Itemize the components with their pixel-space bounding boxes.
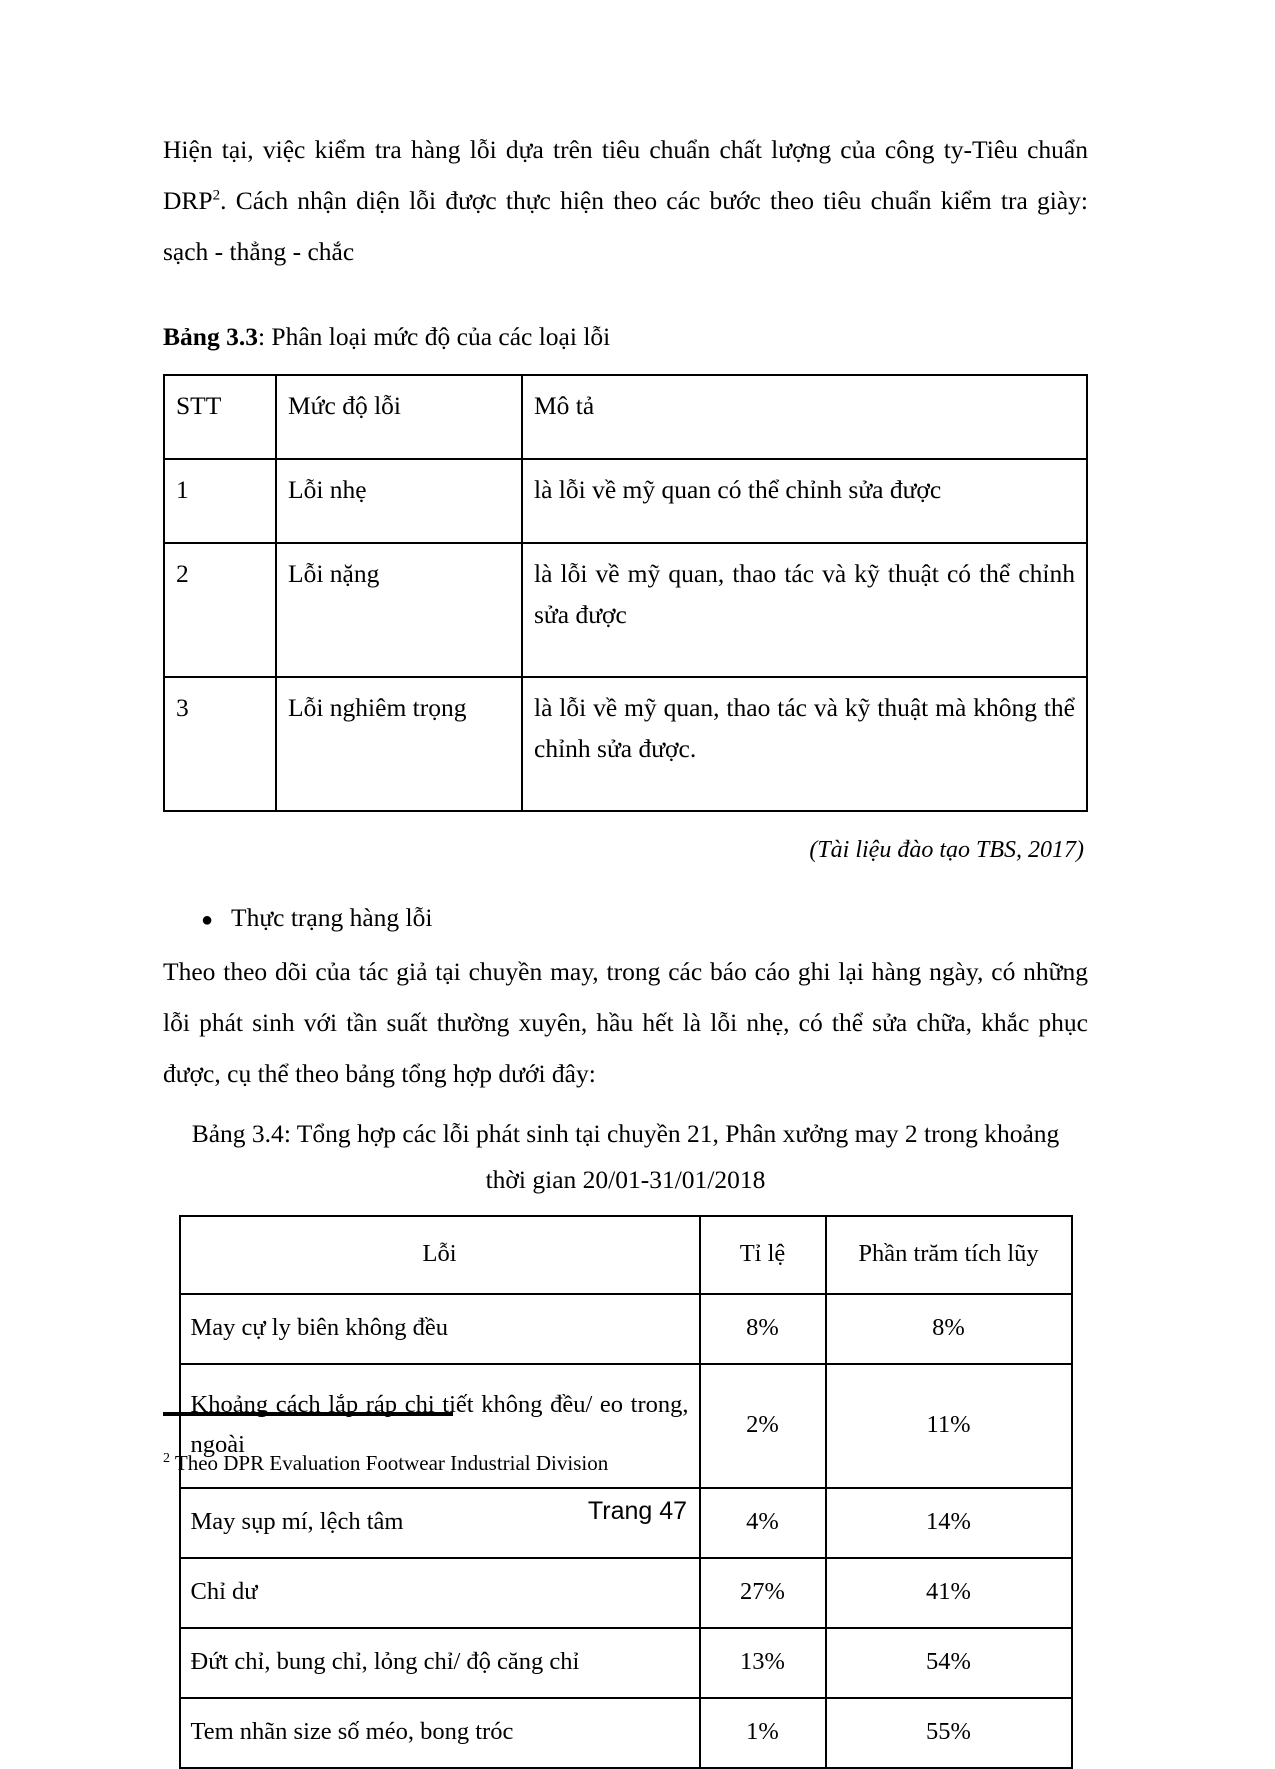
table-34-cell-cumulative: 14% — [826, 1488, 1072, 1558]
table-34-cell-rate: 4% — [700, 1488, 826, 1558]
table-33-cell-description: là lỗi về mỹ quan, thao tác và kỹ thuật mà không thể chỉnh sửa được. — [522, 677, 1087, 811]
table-34-cell-rate: 1% — [700, 1698, 826, 1768]
table-34-cell-defect: May sụp mí, lệch tâm — [180, 1488, 700, 1558]
table-34 — [179, 1215, 1073, 1769]
table-row — [180, 1698, 1072, 1768]
table-33-header-muc-do-loi: Mức độ lỗi — [276, 375, 522, 459]
intro-paragraph-part1: Hiện tại, việc kiểm tra hàng lỗi dựa trên tiêu chuẩn chất lượng của công ty-Tiêu chuẩn DRP — [163, 135, 1088, 215]
table-34-cell-defect: Chỉ dư — [180, 1558, 700, 1628]
table-row — [164, 543, 1087, 677]
table-34-cell-defect: Đứt chỉ, bung chỉ, lỏng chỉ/ độ căng chỉ — [180, 1628, 700, 1698]
table-34-cell-cumulative: 41% — [826, 1558, 1072, 1628]
table-34-cell-cumulative: 8% — [826, 1294, 1072, 1364]
table-34-cell-rate: 27% — [700, 1558, 826, 1628]
table-34-cell-rate: 8% — [700, 1294, 826, 1364]
table-row — [180, 1628, 1072, 1698]
table-34-cell-cumulative: 55% — [826, 1698, 1072, 1768]
table-34-caption-label: Bảng 3.4 — [191, 1119, 284, 1148]
table-33-header-mo-ta: Mô tả — [522, 375, 1087, 459]
table-33-caption-text: : Phân loại mức độ của các loại lỗi — [257, 322, 611, 351]
table-34-cell-rate: 13% — [700, 1628, 826, 1698]
table-34-header-phan-tram-tich-luy: Phần trăm tích lũy — [826, 1216, 1072, 1294]
table-34-header-loi: Lỗi — [180, 1216, 700, 1294]
table-33-cell-description: là lỗi về mỹ quan, thao tác và kỹ thuật có thể chỉnh sửa được — [522, 543, 1087, 677]
table-33-cell-level: Lỗi nặng — [276, 543, 522, 677]
bullet-dot-icon: ● — [201, 909, 214, 931]
table-34-cell-cumulative: 54% — [826, 1628, 1072, 1698]
intro-paragraph-part2: . Cách nhận diện lỗi được thực hiện theo các bước theo tiêu chuẩn kiểm tra giày: sạch - thẳng - chắc — [163, 186, 1088, 266]
table-33-cell-stt: 1 — [164, 459, 276, 543]
table-33-caption-label: Bảng 3.3 — [163, 322, 258, 351]
body-paragraph: Theo theo dõi của tác giả tại chuyền may, trong các báo cáo ghi lại hàng ngày, có những lỗi phát sinh với tần suất thường xuyên, hầu hết là lỗi nhẹ, có thể sửa chữa, khắc phục được, cụ thể theo bảng tổng hợp dưới đây: — [163, 957, 1088, 1088]
table-34-header-row — [180, 1216, 1072, 1294]
page-number: Trang 47 — [587, 1497, 688, 1525]
table-34-cell-defect: Khoảng cách lắp ráp chi tiết không đều/ eo trong, ngoài — [180, 1364, 700, 1488]
footnote-reference-marker: 2 — [212, 187, 221, 204]
table-34-caption-line2: thời gian 20/01-31/01/2018 — [485, 1165, 766, 1194]
table-33-cell-level: Lỗi nhẹ — [276, 459, 522, 543]
table-33-caption — [163, 311, 1088, 362]
footnote — [163, 1448, 608, 1478]
table-33-cell-stt: 3 — [164, 677, 276, 811]
footnote-text: Theo DPR Evaluation Footwear Industrial Division — [170, 1451, 609, 1475]
table-33-cell-description: là lỗi về mỹ quan có thể chỉnh sửa được — [522, 459, 1087, 543]
table-33-cell-stt: 2 — [164, 543, 276, 677]
table-row — [164, 459, 1087, 543]
bullet-item — [163, 892, 1088, 946]
table-34-caption-text: : Tổng hợp các lỗi phát sinh tại chuyền 21, Phân xưởng may 2 trong khoảng — [283, 1119, 1060, 1148]
footnote-separator — [163, 1412, 453, 1416]
table-33-cell-level: Lỗi nghiêm trọng — [276, 677, 522, 811]
table-34-cell-rate: 2% — [700, 1364, 826, 1488]
table-33-header-stt: STT — [164, 375, 276, 459]
table-34-header-ti-le: Tỉ lệ — [700, 1216, 826, 1294]
table-33-header-row — [164, 375, 1087, 459]
table-33 — [163, 374, 1088, 812]
table-34-cell-defect: Tem nhãn size số méo, bong tróc — [180, 1698, 700, 1768]
table-34-cell-defect: May cự ly biên không đều — [180, 1294, 700, 1364]
table-row — [164, 677, 1087, 811]
footnote-number: 2 — [163, 1451, 170, 1466]
table-row — [180, 1558, 1072, 1628]
table-33-source-note: (Tài liệu đào tạo TBS, 2017) — [809, 837, 1084, 863]
table-34-caption-line1 — [163, 1111, 1088, 1157]
intro-paragraph — [163, 124, 1088, 277]
bullet-item-label: Thực trạng hàng lỗi — [231, 903, 433, 932]
table-row — [180, 1294, 1072, 1364]
table-34-cell-cumulative: 11% — [826, 1364, 1072, 1488]
